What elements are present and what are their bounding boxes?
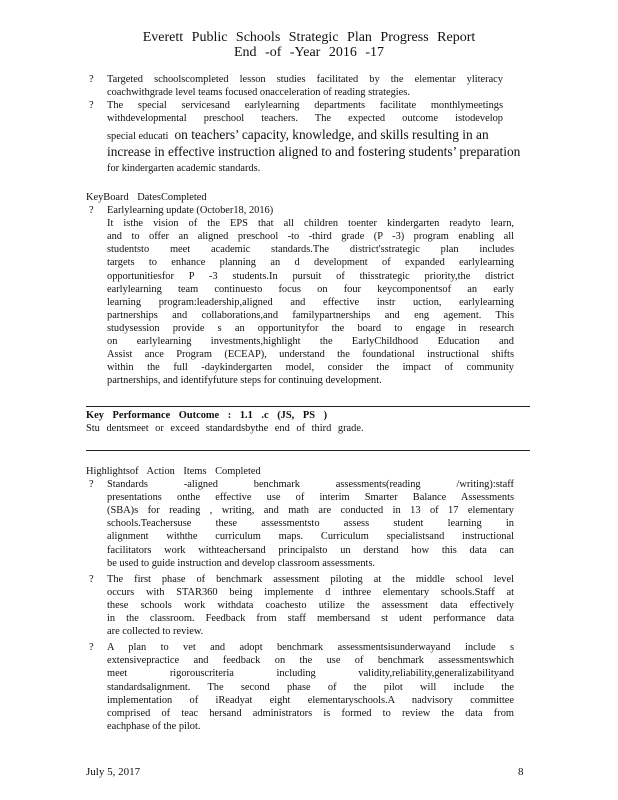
bullet-marker: ? bbox=[89, 573, 94, 585]
keyboard-section bbox=[86, 191, 526, 387]
divider bbox=[86, 406, 530, 407]
page-number: 8 bbox=[518, 766, 524, 778]
text-line: The special servicesand earlylearning departments facilitate monthlymeetings bbox=[107, 100, 503, 112]
text-line: be used to guide instruction and develop classroom assessments. bbox=[107, 557, 376, 569]
text-line: Assist ance Program (ECEAP), understand the foundational instructional shifts bbox=[107, 349, 514, 361]
text-line: opportunitiesfor P -3 students.In pursuit of thisstrategic priority,the district bbox=[107, 270, 514, 282]
bullet-marker: ? bbox=[89, 642, 94, 654]
bullet-marker: ? bbox=[89, 74, 94, 85]
text-line: partnerships, and identifyfuture steps for continuing development. bbox=[107, 375, 382, 387]
list-item bbox=[89, 641, 514, 733]
text-line: facilitators work withteachersand principalsto un derstand how this data can bbox=[107, 544, 514, 556]
text-line: in the classroom. Feedback from staff membersand st udent performance data bbox=[107, 613, 514, 625]
text-line: standardsalignment. The second phase of the pilot will include the bbox=[107, 681, 514, 693]
section-heading: Highlightsof Action Items Completed bbox=[86, 466, 261, 477]
text-run-large: on teachers’ capacity, knowledge, and skills resulting in an bbox=[174, 127, 489, 143]
kpo-text: Stu dentsmeet or exceed standardsbythe end of third grade. bbox=[86, 423, 364, 435]
report-title: Everett Public Schools Strategic Plan Progress Report bbox=[142, 30, 476, 45]
list-item bbox=[89, 478, 514, 570]
text-line: occurs with STAR360 being implemente d inthree elementary schools.Staff at bbox=[107, 586, 514, 598]
text-line: these schools work withdata coachesto utilize the assessment data effectively bbox=[107, 599, 514, 611]
list-item bbox=[89, 73, 503, 99]
intro-bullets bbox=[89, 73, 521, 176]
text-line: withdevelopmental preschool teachers. The expected outcome istodevelop bbox=[107, 113, 503, 125]
text-line: partnerships and collaborations,and familypartnerships and eng agement. This bbox=[107, 309, 514, 321]
text-line: The first phase of benchmark assessment piloting at the middle school level bbox=[107, 573, 514, 585]
kpo-section bbox=[86, 409, 530, 435]
report-subtitle: End -of -Year 2016 -17 bbox=[234, 45, 384, 60]
text-line: coachwithgrade level teams focused onacceleration of reading strategies. bbox=[107, 87, 410, 99]
text-line: Standards -aligned benchmark assessments(reading /writing):staff bbox=[107, 479, 514, 491]
kpo-heading: Key Performance Outcome : 1.1 .c (JS, PS ) bbox=[86, 410, 328, 421]
list-item bbox=[89, 99, 521, 175]
highlights-list bbox=[89, 478, 514, 733]
mixed-font-line bbox=[107, 127, 547, 143]
text-line: alignment withthe curriculum maps. Curriculum specialistsand instructional bbox=[107, 531, 514, 543]
text-line: studysession provide s an opportunityfor the board to engage in research bbox=[107, 322, 514, 334]
text-line-large: increase in effective instruction aligned to and fostering students’ preparation bbox=[107, 144, 521, 160]
divider bbox=[86, 450, 530, 451]
text-line: implementation of iReadyat eight elementaryschools.A nadvisory committee bbox=[107, 694, 514, 706]
text-line: eachphase of the pilot. bbox=[107, 720, 201, 732]
text-line: presentations onthe effective use of interim Smarter Balance Assessments bbox=[107, 492, 514, 504]
text-line: within the full -daykindergarten model, consider the impact of community bbox=[107, 362, 514, 374]
text-line: earlylearning team continuesto focus on four keycomponentsof an early bbox=[107, 283, 514, 295]
text-line: schools.Teachersuse these assessmentsto assess student learning in bbox=[107, 518, 514, 530]
text-line: Targeted schoolscompleted lesson studies facilitated by the elementar yliteracy bbox=[107, 74, 503, 85]
text-line: (SBA)s for reading , writing, and math are conducted in 13 of 17 elementary bbox=[107, 505, 514, 517]
text-line: on earlylearning investments,highlight the EarlyChildhood Education and bbox=[107, 336, 514, 348]
text-line: extensivepractice and feedback on the use of benchmark assessmentswhich bbox=[107, 655, 514, 667]
text-line: are collected to review. bbox=[107, 626, 204, 638]
list-item bbox=[89, 573, 514, 638]
text-line: targets to enhance planning an d development of expanded earlylearning bbox=[107, 257, 514, 269]
highlights-section bbox=[86, 465, 526, 733]
section-heading: KeyBoard DatesCompleted bbox=[86, 192, 207, 203]
text-line: learning program:leadership,aligned and effective instr uction, earlylearning bbox=[107, 296, 514, 308]
text-line: Earlylearning update (October18, 2016) bbox=[107, 205, 274, 217]
text-line: comprised of teac hersand administrators is formed to review the data from bbox=[107, 707, 514, 719]
list-item bbox=[89, 204, 514, 387]
bullet-marker: ? bbox=[89, 479, 94, 491]
text-line: It isthe vision of the EPS that all children toenter kindergarten readyto learn, bbox=[107, 218, 514, 230]
text-line: for kindergarten academic standards. bbox=[107, 163, 261, 175]
text-run: special educati bbox=[107, 131, 169, 143]
keyboard-text bbox=[107, 204, 514, 387]
text-line: A plan to vet and adopt benchmark assessmentsisunderwayand include s bbox=[107, 642, 514, 654]
bullet-marker: ? bbox=[89, 205, 94, 217]
bullet-marker: ? bbox=[89, 100, 94, 112]
text-line: meet rigorouscriteria including validity,reliability,generalizabilityand bbox=[107, 668, 514, 680]
footer-date: July 5, 2017 bbox=[86, 766, 141, 778]
text-line: studentsto meet academic standards.The district'sstrategic plan includes bbox=[107, 244, 514, 256]
text-line: and to offer an aligned preschool -to -third grade (P -3) program enabling all bbox=[107, 231, 514, 243]
